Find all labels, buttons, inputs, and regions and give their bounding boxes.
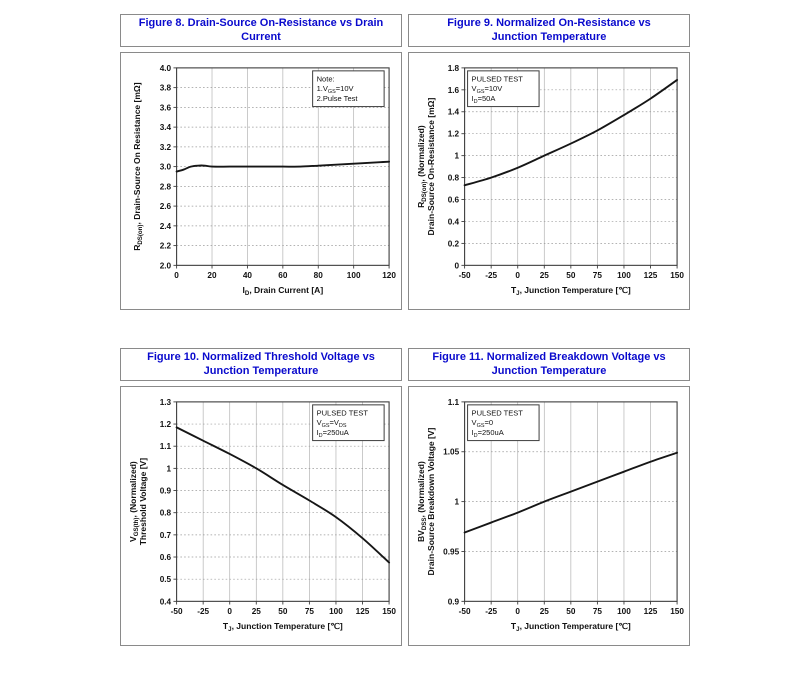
svg-text:2.0: 2.0 bbox=[159, 261, 172, 271]
svg-text:0.8: 0.8 bbox=[447, 173, 460, 183]
figure-8-canvas bbox=[121, 53, 401, 309]
svg-text:0: 0 bbox=[515, 271, 521, 281]
svg-text:1.8: 1.8 bbox=[447, 63, 460, 73]
svg-text:75: 75 bbox=[304, 607, 314, 617]
svg-text:0: 0 bbox=[227, 607, 233, 617]
svg-text:2.4: 2.4 bbox=[159, 221, 172, 231]
svg-text:100: 100 bbox=[617, 271, 631, 281]
figure-8-title: Figure 8. Drain-Source On-Resistance vs Drain Current bbox=[120, 14, 402, 47]
svg-text:125: 125 bbox=[643, 607, 658, 617]
svg-text:PULSED TEST: PULSED TEST bbox=[471, 408, 523, 418]
svg-text:ID, Drain Current [A]: $I_D$, Drain Current [A] bbox=[242, 285, 324, 298]
svg-text:-25: -25 bbox=[485, 607, 498, 617]
svg-text:25: 25 bbox=[251, 607, 261, 617]
svg-text:0.7: 0.7 bbox=[159, 530, 172, 540]
svg-text:40: 40 bbox=[242, 271, 253, 281]
svg-text:1: 1 bbox=[454, 497, 460, 507]
svg-text:2.8: 2.8 bbox=[159, 182, 172, 192]
svg-text:VGS=VDS: $V_{GS}=V_{DS}$ bbox=[316, 418, 347, 430]
svg-text:0.6: 0.6 bbox=[159, 552, 172, 562]
svg-text:2.Pulse Test: 2.Pulse Test bbox=[316, 94, 358, 104]
svg-text:0.8: 0.8 bbox=[159, 508, 172, 518]
figure-11-chart bbox=[408, 386, 690, 646]
svg-text:1: 1 bbox=[166, 464, 172, 474]
svg-text:1.1: 1.1 bbox=[447, 397, 460, 407]
svg-text:50: 50 bbox=[566, 607, 576, 617]
svg-text:Note:: Note: bbox=[316, 74, 335, 84]
svg-text:120: 120 bbox=[382, 271, 396, 281]
svg-text:-25: -25 bbox=[197, 607, 210, 617]
svg-text:-50: -50 bbox=[170, 607, 183, 617]
svg-text:TJ, Junction Temperature [℃]: $T_J$, Junction Temperature [℃] bbox=[222, 621, 343, 634]
svg-text:1.2: 1.2 bbox=[159, 420, 172, 430]
svg-text:1.3: 1.3 bbox=[159, 397, 172, 407]
figure-8-chart bbox=[120, 52, 402, 310]
svg-text:0.2: 0.2 bbox=[447, 239, 460, 249]
svg-text:BVDSS, (Normalized): $BV_{DSS}$, (Normalized) bbox=[415, 461, 428, 542]
figure-11-title: Figure 11. Normalized Breakdown Voltage vs Junction Temperature bbox=[408, 348, 690, 381]
svg-text:RDS(on), (Normalized): $R_{DS(on)}$, (Normalized) bbox=[415, 125, 428, 208]
svg-text:80: 80 bbox=[313, 271, 323, 281]
svg-text:1: 1 bbox=[454, 151, 460, 161]
figure-9-chart bbox=[408, 52, 690, 310]
svg-text:TJ, Junction Temperature [℃]: $T_J$, Junction Temperature [℃] bbox=[510, 621, 631, 634]
svg-text:1.VGS=10V: $1.V_{GS}=10V$ bbox=[316, 84, 354, 96]
svg-text:2.6: 2.6 bbox=[159, 202, 172, 212]
svg-text:150: 150 bbox=[670, 271, 684, 281]
svg-text:1.4: 1.4 bbox=[447, 107, 460, 117]
svg-text:0.6: 0.6 bbox=[447, 195, 460, 205]
svg-text:PULSED TEST: PULSED TEST bbox=[316, 408, 368, 418]
svg-text:0.5: 0.5 bbox=[159, 575, 172, 585]
figure-10-title: Figure 10. Normalized Threshold Voltage vs Junction Temperature bbox=[120, 348, 402, 381]
svg-text:75: 75 bbox=[592, 607, 602, 617]
svg-text:3.0: 3.0 bbox=[159, 162, 172, 172]
svg-text:-50: -50 bbox=[458, 271, 471, 281]
svg-text:Drain-Source Breakdown Voltage: Drain-Source Breakdown Voltage [V] bbox=[425, 427, 436, 576]
svg-text:1.1: 1.1 bbox=[159, 442, 172, 452]
figures-10-11-panel bbox=[120, 348, 690, 646]
figure-9-title: Figure 9. Normalized On-Resistance vs Junction Temperature bbox=[408, 14, 690, 47]
figure-10-chart bbox=[120, 386, 402, 646]
svg-text:TJ, Junction Temperature [℃]: $T_J$, Junction Temperature [℃] bbox=[510, 285, 631, 298]
figure-10-canvas bbox=[121, 387, 401, 645]
figures-8-9-panel bbox=[120, 14, 690, 310]
svg-text:150: 150 bbox=[382, 607, 396, 617]
svg-text:0.9: 0.9 bbox=[159, 486, 172, 496]
svg-text:1.05: 1.05 bbox=[443, 447, 460, 457]
svg-text:125: 125 bbox=[355, 607, 370, 617]
svg-text:100: 100 bbox=[617, 607, 631, 617]
svg-text:VGS(th), (Normalized): $V_{GS(th)}$, (Normalized) bbox=[127, 461, 140, 542]
svg-text:-25: -25 bbox=[485, 271, 498, 281]
svg-text:3.4: 3.4 bbox=[159, 123, 172, 133]
svg-text:100: 100 bbox=[346, 271, 361, 281]
svg-text:RDS(on), Drain-Source On Resis: $R_{DS(on)}$, Drain-Source On Resistance [mΩ] bbox=[131, 82, 144, 251]
svg-text:0: 0 bbox=[515, 607, 521, 617]
svg-text:3.2: 3.2 bbox=[159, 142, 172, 152]
svg-text:125: 125 bbox=[643, 271, 658, 281]
svg-text:3.6: 3.6 bbox=[159, 103, 172, 113]
svg-text:Drain-Source On-Resistance [mΩ: Drain-Source On-Resistance [mΩ] bbox=[425, 97, 436, 236]
svg-text:VGS=0: $V_{GS}=0$ bbox=[471, 418, 494, 430]
svg-text:0.95: 0.95 bbox=[443, 547, 460, 557]
svg-text:0.4: 0.4 bbox=[159, 597, 172, 607]
svg-text:20: 20 bbox=[207, 271, 217, 281]
figure-11-canvas bbox=[409, 387, 689, 645]
svg-text:0: 0 bbox=[174, 271, 179, 281]
svg-text:50: 50 bbox=[566, 271, 576, 281]
svg-text:PULSED TEST: PULSED TEST bbox=[471, 74, 523, 84]
svg-text:150: 150 bbox=[670, 607, 684, 617]
svg-text:25: 25 bbox=[539, 271, 549, 281]
svg-text:-50: -50 bbox=[458, 607, 471, 617]
svg-text:3.8: 3.8 bbox=[159, 83, 172, 93]
svg-text:ID=250uA: $I_D=250uA$ bbox=[316, 428, 349, 440]
svg-text:1.6: 1.6 bbox=[447, 85, 460, 95]
figure-9-canvas bbox=[409, 53, 689, 309]
svg-text:ID=50A: $I_D=50A$ bbox=[471, 94, 496, 106]
svg-text:50: 50 bbox=[278, 607, 288, 617]
svg-text:ID=250uA: $I_D=250uA$ bbox=[471, 428, 504, 440]
svg-text:Threshold Voltage [V]: Threshold Voltage [V] bbox=[137, 457, 148, 546]
svg-text:75: 75 bbox=[592, 271, 602, 281]
svg-text:0.4: 0.4 bbox=[447, 217, 460, 227]
svg-text:25: 25 bbox=[539, 607, 549, 617]
svg-text:2.2: 2.2 bbox=[159, 241, 172, 251]
svg-text:0.9: 0.9 bbox=[447, 597, 460, 607]
svg-text:0: 0 bbox=[454, 261, 460, 271]
svg-text:60: 60 bbox=[278, 271, 288, 281]
svg-text:VGS=10V: $V_{GS}=10V$ bbox=[471, 84, 503, 96]
svg-text:4.0: 4.0 bbox=[159, 63, 172, 73]
svg-text:100: 100 bbox=[329, 607, 343, 617]
svg-text:1.2: 1.2 bbox=[447, 129, 460, 139]
